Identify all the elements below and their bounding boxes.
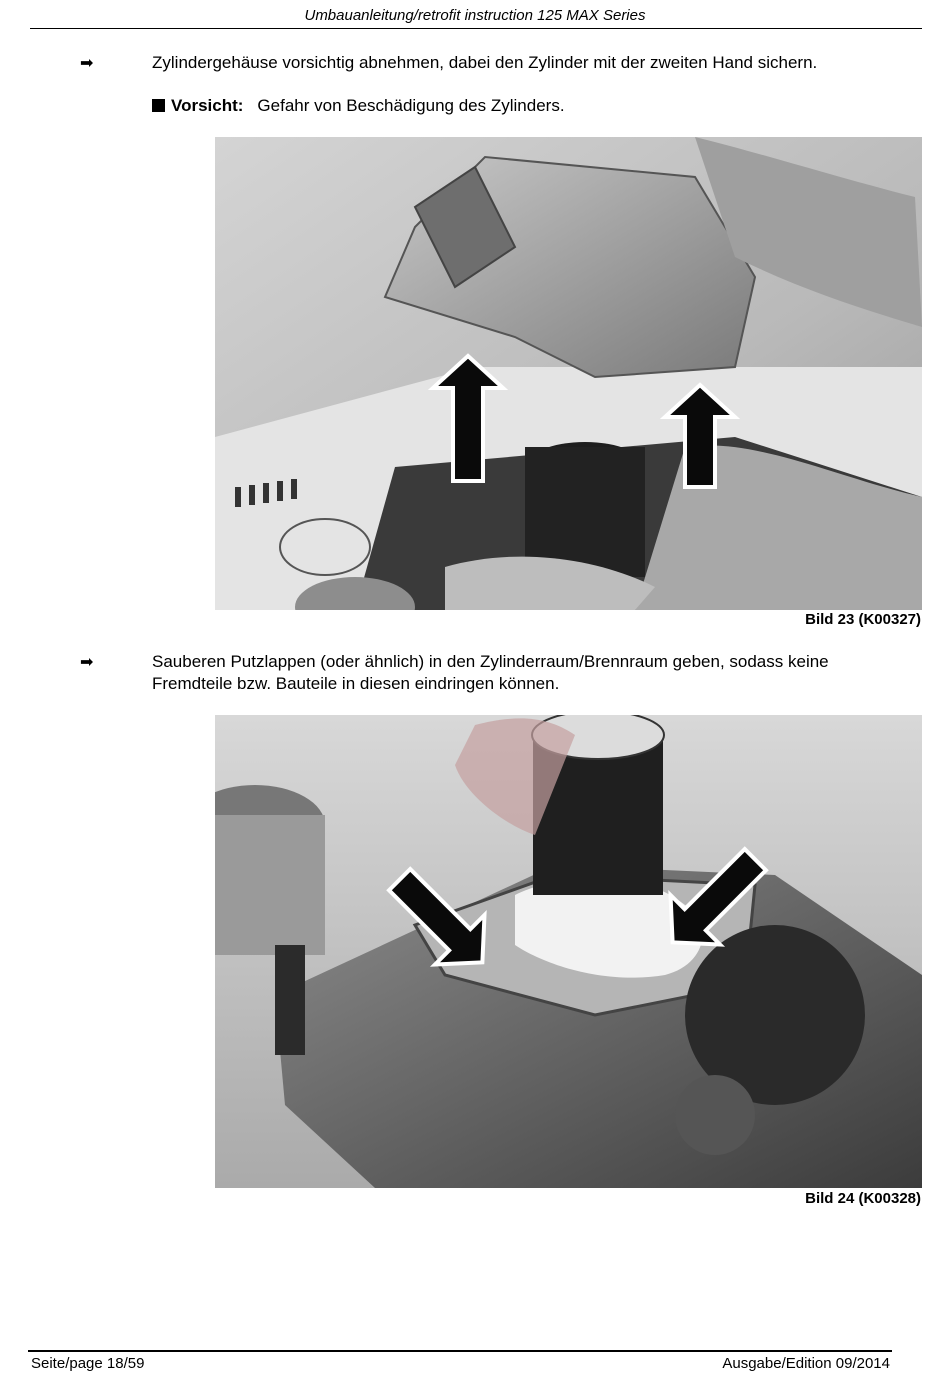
step-text: Zylindergehäuse vorsichtig abnehmen, dabei den Zylinder mit der zweiten Hand sichern.	[152, 53, 818, 72]
caution-note	[152, 95, 565, 117]
page-number: Seite/page 18/59	[31, 1355, 145, 1372]
caution-label: Vorsicht:	[171, 96, 244, 115]
edition-label: Ausgabe/Edition 09/2014	[722, 1355, 890, 1372]
footer-divider	[28, 1350, 892, 1352]
step-arrow-icon: ➡	[80, 654, 94, 671]
warning-square-icon	[152, 99, 165, 112]
figure-caption: Bild 23 (K00327)	[805, 611, 921, 628]
figure-photo-cylinder-removal	[215, 137, 922, 610]
figure-caption: Bild 24 (K00328)	[805, 1190, 921, 1207]
step-text: Sauberen Putzlappen (oder ähnlich) in den Zylinderraum/Brennraum geben, sodass keine Fremdteile bzw. Bauteile in diesen eindringen können.	[152, 652, 829, 693]
step-arrow-icon: ➡	[80, 55, 94, 72]
header-divider	[30, 28, 922, 29]
figure-photo-cloth-in-crankcase	[215, 715, 922, 1188]
header-title: Umbauanleitung/retrofit instruction 125 MAX Series	[304, 7, 646, 24]
caution-text: Gefahr von Beschädigung des Zylinders.	[257, 96, 565, 115]
